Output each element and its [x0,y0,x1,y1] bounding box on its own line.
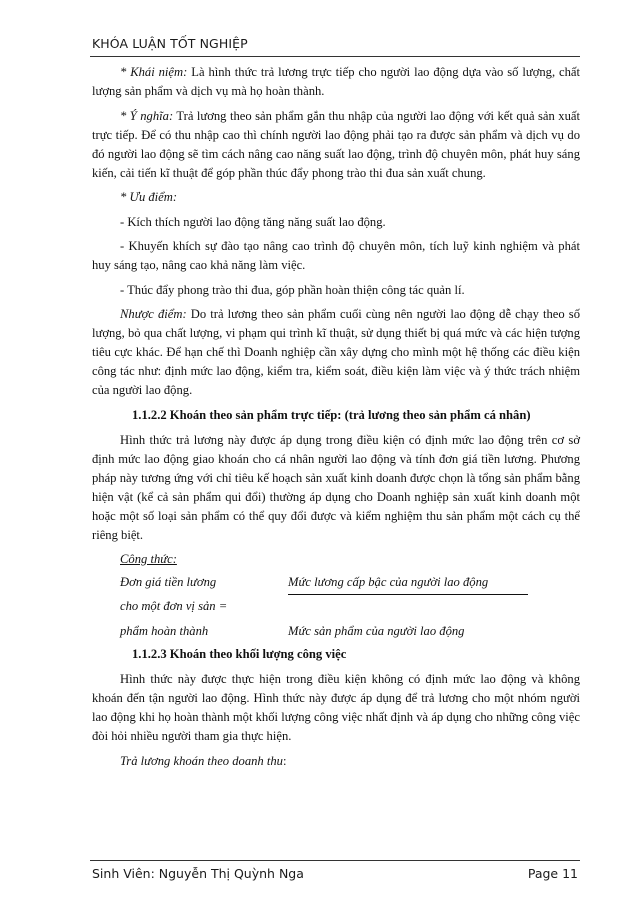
footer-student-name: Sinh Viên: Nguyễn Thị Quỳnh Nga [92,866,304,881]
formula-label: Công thức: [120,552,177,566]
formula-label-line [92,550,580,569]
paragraph-workload: Hình thức này được thực hiện trong điều kiện không có định mức lao động và không khoán đến tận người lao động. Hình thức này được áp dụng để trả lương cho một nhóm người lao động khi họ hoàn thành một khối lượng công việc nhất định và áp dụng cho những công việc đòi hỏi nhiều người tham gia thực hiện. [92,672,580,743]
formula-left-line-3: phẩm hoàn thành [120,624,209,638]
revenue-label-line [92,752,580,771]
formula-left-line-2: cho một đơn vị sản = [120,599,228,613]
advantage-item-3: - Thúc đẩy phong trào thi đua, góp phần hoàn thiện công tác quản lí. [120,282,465,297]
disadvantages-label: Nhược điểm: [120,307,187,321]
footer-page-number: Page 11 [527,866,578,881]
paragraph-definition [92,63,580,101]
definition-text: Là hình thức trả lương trực tiếp cho người lao động dựa vào số lượng, chất lượng sản phẩm và dịch vụ mà họ hoàn thành. [92,65,581,98]
advantages-label: * Ưu điểm: [120,190,178,204]
advantage-item-1: - Kích thích người lao động tăng năng suất lao động. [120,214,386,229]
section-heading-1-1-2-2: 1.1.2.2 Khoán theo sản phẩm trực tiếp: (trả lương theo sản phẩm cá nhân) [132,407,531,422]
header-divider [90,56,580,57]
header-title: KHÓA LUẬN TỐT NGHIỆP [92,36,248,51]
paragraph-disadvantages [92,305,580,400]
meaning-label: * Ý nghĩa: [120,108,174,123]
paragraph-meaning [92,107,580,183]
formula-fraction-bar [288,594,528,595]
section-heading-1-1-2-3: 1.1.2.3 Khoán theo khối lượng công việc [132,647,347,661]
revenue-label-colon: : [282,753,287,768]
document-body [92,63,580,776]
footer-divider [90,860,580,861]
revenue-label: Trả lương khoán theo doanh thu [120,753,283,768]
advantage-item-2: - Khuyến khích sự đào tạo nâng cao trình độ chuyên môn, tích luỹ kinh nghiệm và phát huy sáng tạo, nâng cao khả năng làm việc. [92,239,580,272]
formula-numerator: Mức lương cấp bậc của người lao động [288,575,489,589]
definition-label: * Khái niệm: [120,65,188,79]
paragraph-direct-product: Hình thức trả lương này được áp dụng trong điều kiện có định mức lao động trên cơ sở định mức lao động giao khoán cho cá nhân người lao động và tính đơn giá tiền lương. Phương pháp này tương ứng với chỉ tiêu kế hoạch sản xuất kinh doanh được chọn là tổng sản phẩm bằng hiện vật (kể cả sản phẩm qui đổi) thường áp dụng cho Doanh nghiệp sản xuất kinh doanh một hoặc một số loại sản phẩm có thể quy đổi được và kiểm nghiệm thu sản phẩm một cách cụ thể riêng biệt. [92,432,580,542]
formula-denominator: Mức sản phẩm của người lao động [288,624,465,638]
wage-formula [120,573,580,645]
meaning-text: Trả lương theo sản phẩm gắn thu nhập của người lao động với kết quả sản xuất trực tiếp. Để có thu nhập cao thì chính người lao động phải tạo ra được sản phẩm và dịch vụ do đó người lao động sẽ tìm cách nâng cao năng suất lao động, trình độ chuyên môn, phát huy sáng kiến, cải tiến kĩ thuật để góp phần thúc đẩy phong trào thi đua sản xuất chung. [92,108,580,180]
formula-left-line-1: Đơn giá tiền lương [120,575,217,589]
disadvantages-text: Do trả lương theo sản phẩm cuối cùng nên người lao động dễ chạy theo số lượng, bỏ qua chất lượng, vi phạm qui trình kĩ thuật, sử dụng thiết bị quá mức và các hiện tượng tiêu cực khác. Để hạn chế thì Doanh nghiệp cần xây dựng cho mình một hệ thống các điều kiện công tác như: định mức lao động, kiểm tra, kiểm soát, điều kiện làm việc và ý thức trách nhiệm của người lao động. [92,307,580,397]
